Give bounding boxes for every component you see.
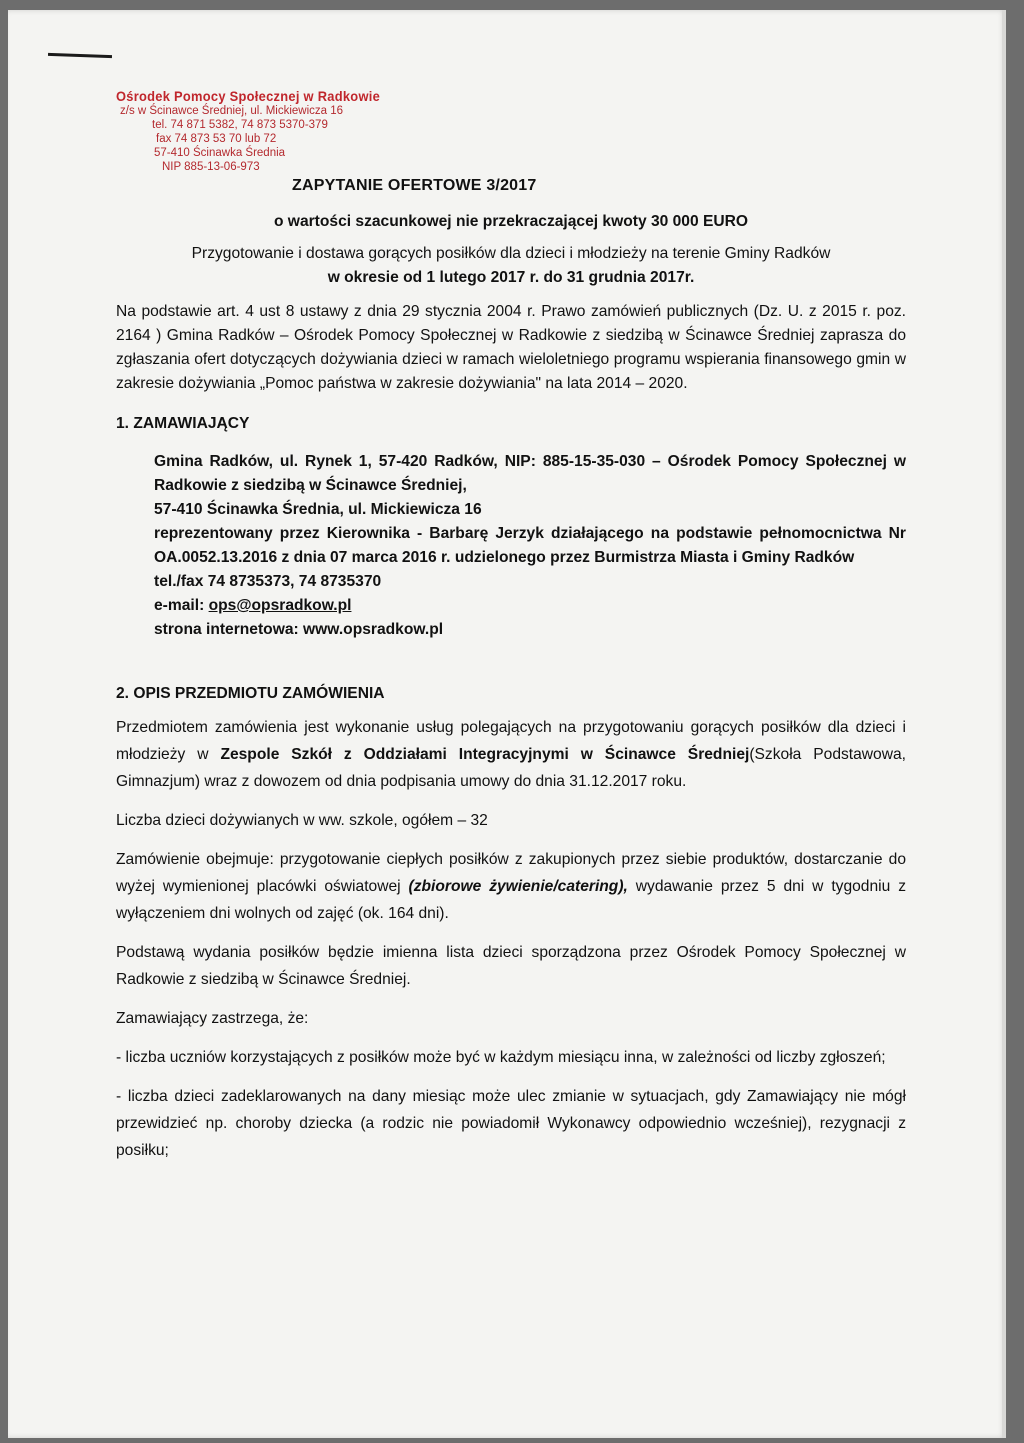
paragraph-reservation: Zamawiający zastrzega, że: (116, 1010, 309, 1027)
p3-catering: (zbiorowe żywienie/catering), (408, 878, 628, 895)
subject-line-2: w okresie od 1 lutego 2017 r. do 31 grudnia 2017r. (327, 269, 695, 286)
institution-stamp (116, 88, 416, 174)
p1-school-name: Zespole Szkół z Oddziałami Integracyjnymi w Ścinawce Średniej (220, 746, 750, 763)
section-2-heading: 2. OPIS PRZEDMIOTU ZAMÓWIENIA (116, 685, 385, 702)
stamp-name: Ośrodek Pomocy Społecznej w Radkowie (116, 88, 381, 104)
client-email-row (154, 594, 906, 618)
section-1-heading: 1. ZAMAWIAJĄCY (116, 415, 250, 432)
stamp-address: z/s w Ścinawce Średniej, ul. Mickiewicza 16 (120, 105, 344, 117)
document-subject (116, 242, 906, 290)
paragraph-scope (116, 846, 906, 927)
client-line-2: 57-410 Ścinawka Średnia, ul. Mickiewicza 16 (154, 501, 482, 518)
client-website: strona internetowa: www.opsradkow.pl (154, 621, 444, 638)
document-page (8, 10, 1006, 1438)
paragraph-subject-of-order (116, 714, 906, 795)
p1-text-a: Przedmiotem zamówienia jest wykonanie usług polegających na przygotowaniu gorących posiłków dla dzieci i młodzieży w (116, 719, 906, 763)
stamp-fax: fax 74 873 53 70 lub 72 (156, 133, 277, 145)
p3-text-a: Zamówienie obejmuje: przygotowanie ciepłych posiłków z zakupionych przez siebie produktów, dostarczanie do wyżej wymienionej placówki oświatowej (116, 851, 906, 895)
client-block (154, 450, 906, 642)
client-email-link[interactable]: ops@opsradkow.pl (208, 597, 352, 614)
document-title: ZAPYTANIE OFERTOWE 3/2017 (292, 177, 537, 194)
client-phone: tel./fax 74 8735373, 74 8735370 (154, 573, 382, 590)
client-line-1: Gmina Radków, ul. Rynek 1, 57-420 Radków, NIP: 885-15-35-030 – Ośrodek Pomocy Społecznej w Radkowie z siedzibą w Ścinawce Średniej, (154, 453, 906, 494)
scan-artifact-line (48, 53, 112, 58)
paragraph-basis: Podstawą wydania posiłków będzie imienna lista dzieci sporządzona przez Ośrodek Pomocy Społecznej w Radkowie z siedzibą w Ścinawce Średniej. (116, 944, 906, 988)
subject-line-1: Przygotowanie i dostawa gorących posiłków dla dzieci i młodzieży na terenie Gminy Radków (191, 245, 831, 262)
bullet-item-2: - liczba dzieci zadeklarowanych na dany miesiąc może ulec zmianie w sytuacjach, gdy Zamawiający nie mógł przewidzieć np. choroby dziecka (a rodzic nie powiadomił Wykonawcy odpowiednio wcześniej), rezygnacji z posiłku; (116, 1088, 906, 1159)
document-body (116, 174, 906, 1176)
p1-text-c: (Szkoła Podstawowa, Gimnazjum) wraz z dowozem od dnia podpisania umowy do dnia 31.12.2017 roku. (116, 746, 906, 790)
stamp-phone: tel. 74 871 5382, 74 873 5370-379 (152, 119, 328, 131)
p3-text-c: wydawanie przez 5 dni w tygodniu z wyłączeniem dni wolnych od zajęć (ok. 164 dni). (116, 878, 906, 922)
stamp-nip: NIP 885-13-06-973 (162, 161, 260, 173)
stamp-city: 57-410 Ścinawka Średnia (154, 147, 286, 159)
client-email-label: e-mail: (154, 597, 209, 614)
client-representative: reprezentowany przez Kierownika - Barbarę Jerzyk działającego na podstawie pełnomocnictwa Nr OA.0052.13.2016 z dnia 07 marca 2016 r. udzielonego przez Burmistrza Miasta i Gminy Radków (154, 525, 906, 566)
page-edge (1002, 10, 1006, 1438)
document-subtitle: o wartości szacunkowej nie przekraczającej kwoty 30 000 EURO (273, 213, 749, 230)
paragraph-children-count: Liczba dzieci dożywianych w ww. szkole, ogółem – 32 (116, 812, 488, 829)
bullet-item-1: - liczba uczniów korzystających z posiłków może być w każdym miesiącu inna, w zależności od liczby zgłoszeń; (116, 1049, 886, 1066)
intro-paragraph: Na podstawie art. 4 ust 8 ustawy z dnia 29 stycznia 2004 r. Prawo zamówień publicznych (Dz. U. z 2015 r. poz. 2164 ) Gmina Radków – Ośrodek Pomocy Społecznej w Radkowie z siedzibą w Ścinawce Średniej zaprasza do zgłaszania ofert dotyczących dożywiania dzieci w ramach wieloletniego programu wspierania finansowego gmin w zakresie dożywiania „Pomoc państwa w zakresie dożywiania" na lata 2014 – 2020. (116, 303, 906, 392)
